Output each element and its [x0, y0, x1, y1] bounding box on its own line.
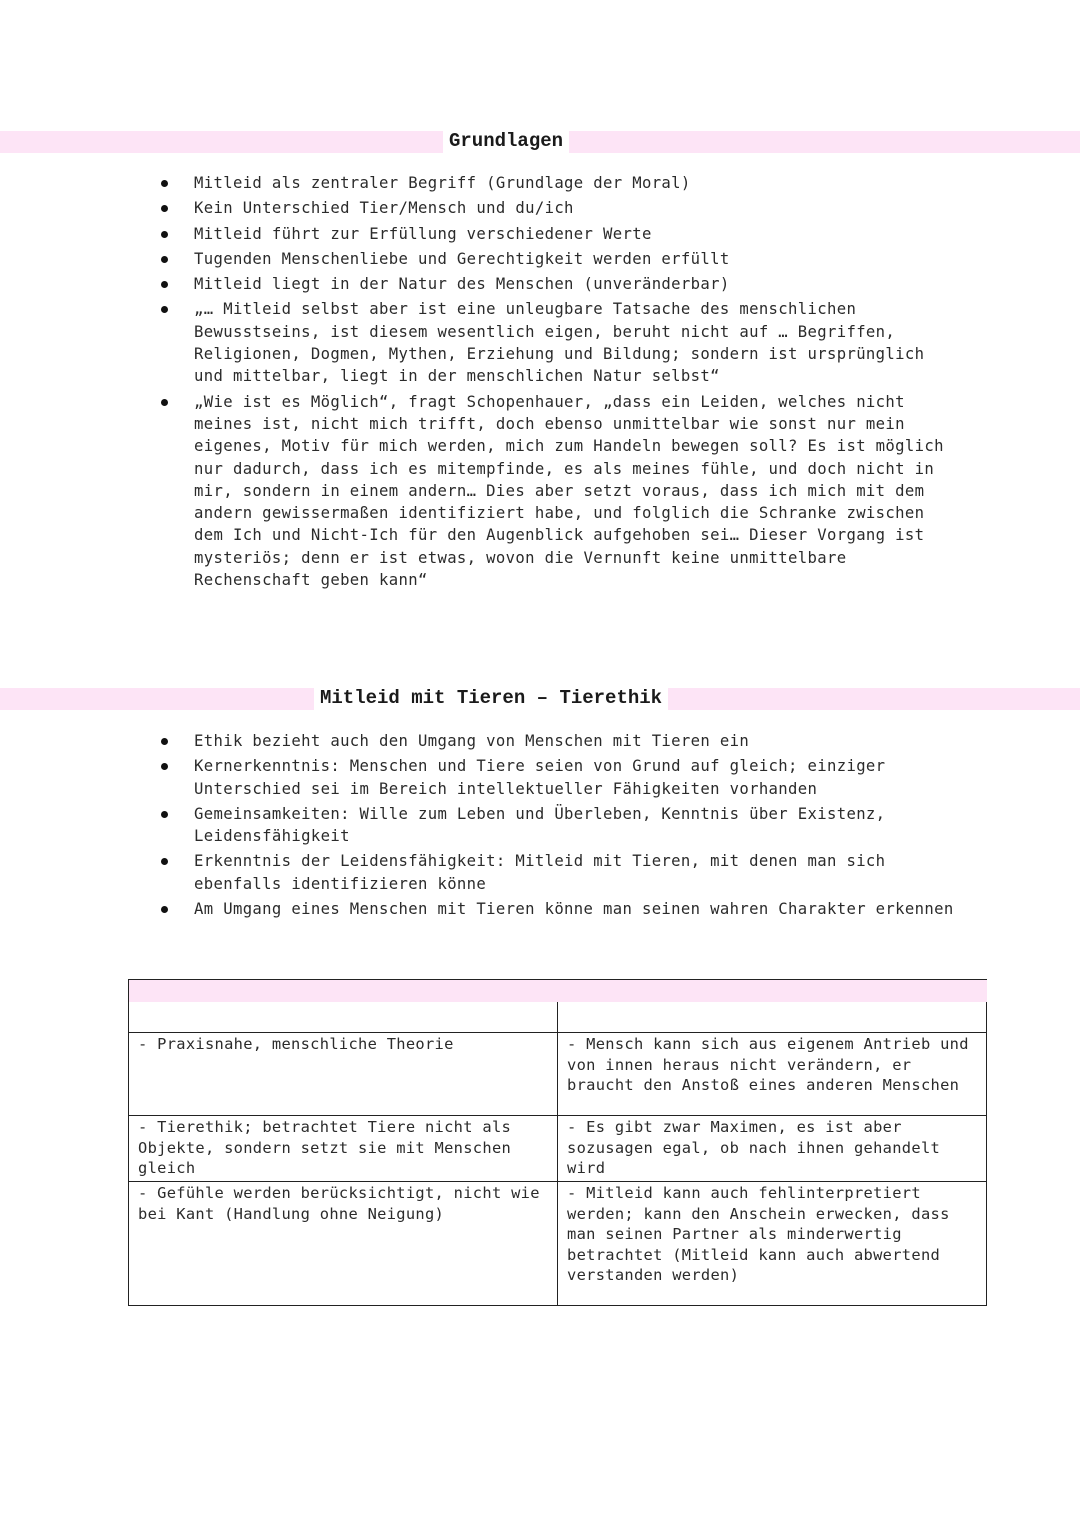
list-item: „Wie ist es Möglich“, fragt Schopenhauer, „dass ein Leiden, welches nicht meines ist, nicht mich trifft, doch ebenso unmittelbar wie sonst nur mein eigenes, Motiv für mich werden, mich zum Handeln bewegen soll? Es ist möglich nur dadurch, dass ich es mitempfinde, es als meines fühle, und doch nicht in mir, sondern in einem andern… Dies aber setzt voraus, dass ich mich mit dem andern gewissermaßen identifiziert habe, und folglich die Schranke zwischen dem Ich und Nicht-Ich für den Augenblick aufgehoben sei… Dieser Vorgang ist mysteriös; denn er ist etwas, wovon die Vernunft keine unmittelbare Rechenschaft geben kann“	[0, 391, 954, 592]
bullet-icon	[161, 399, 168, 406]
table-row	[129, 1116, 987, 1182]
grundlagen-list	[0, 172, 1080, 594]
bullet-icon	[161, 180, 168, 187]
bullet-icon	[161, 811, 168, 818]
table-header-row	[129, 980, 987, 1033]
list-item: Mitleid als zentraler Begriff (Grundlage der Moral)	[0, 172, 954, 194]
table-row	[129, 1182, 987, 1306]
bullet-icon	[161, 858, 168, 865]
table-cell: - Mitleid kann auch fehlinterpretiert werden; kann den Anschein erwecken, dass man seinen Partner als minderwertig betrachtet (Mitleid kann auch abwertend verstanden werden)	[558, 1182, 987, 1306]
table-row	[129, 1033, 987, 1116]
list-item: Kein Unterschied Tier/Mensch und du/ich	[0, 197, 954, 219]
bullet-icon	[161, 763, 168, 770]
table-header-cell-right	[558, 980, 987, 1033]
list-item: Gemeinsamkeiten: Wille zum Leben und Überleben, Kenntnis über Existenz, Leidensfähigkeit	[0, 803, 954, 848]
list-item: Am Umgang eines Menschen mit Tieren könne man seinen wahren Charakter erkennen	[0, 898, 954, 920]
table-header-cell-left	[129, 980, 558, 1033]
list-item: Kernerkenntnis: Menschen und Tiere seien von Grund auf gleich; einziger Unterschied sei im Bereich intellektueller Fähigkeiten vorhanden	[0, 755, 954, 800]
table-cell: - Tierethik; betrachtet Tiere nicht als Objekte, sondern setzt sie mit Menschen gleich	[129, 1116, 558, 1182]
table-cell: - Mensch kann sich aus eigenem Antrieb und von innen heraus nicht verändern, er braucht den Anstoß eines anderen Menschen	[558, 1033, 987, 1116]
list-item: Erkenntnis der Leidensfähigkeit: Mitleid mit Tieren, mit denen man sich ebenfalls identifizieren könne	[0, 850, 954, 895]
list-item: „… Mitleid selbst aber ist eine unleugbare Tatsache des menschlichen Bewusstseins, ist diesem wesentlich eigen, beruht nicht auf … Begriffen, Religionen, Dogmen, Mythen, Erziehung und Bildung; sondern ist ursprünglich und mittelbar, liegt in der menschlichen Natur selbst“	[0, 298, 954, 387]
bullet-icon	[161, 906, 168, 913]
section-heading-tierethik: Mitleid mit Tieren – Tierethik	[314, 685, 668, 711]
table-cell: - Praxisnahe, menschliche Theorie	[129, 1033, 558, 1116]
list-item: Ethik bezieht auch den Umgang von Menschen mit Tieren ein	[0, 730, 954, 752]
list-item: Mitleid liegt in der Natur des Menschen (unveränderbar)	[0, 273, 954, 295]
section-heading-grundlagen: Grundlagen	[443, 128, 569, 154]
bullet-icon	[161, 281, 168, 288]
table-cell: - Gefühle werden berücksichtigt, nicht wie bei Kant (Handlung ohne Neigung)	[129, 1182, 558, 1306]
list-item: Mitleid führt zur Erfüllung verschiedener Werte	[0, 223, 954, 245]
bullet-icon	[161, 205, 168, 212]
bullet-icon	[161, 306, 168, 313]
bullet-icon	[161, 738, 168, 745]
bullet-icon	[161, 231, 168, 238]
table-cell: - Es gibt zwar Maximen, es ist aber sozusagen egal, ob nach ihnen gehandelt wird	[558, 1116, 987, 1182]
bullet-icon	[161, 256, 168, 263]
list-item: Tugenden Menschenliebe und Gerechtigkeit werden erfüllt	[0, 248, 954, 270]
comparison-table	[128, 979, 987, 1306]
tierethik-list	[0, 730, 1080, 923]
